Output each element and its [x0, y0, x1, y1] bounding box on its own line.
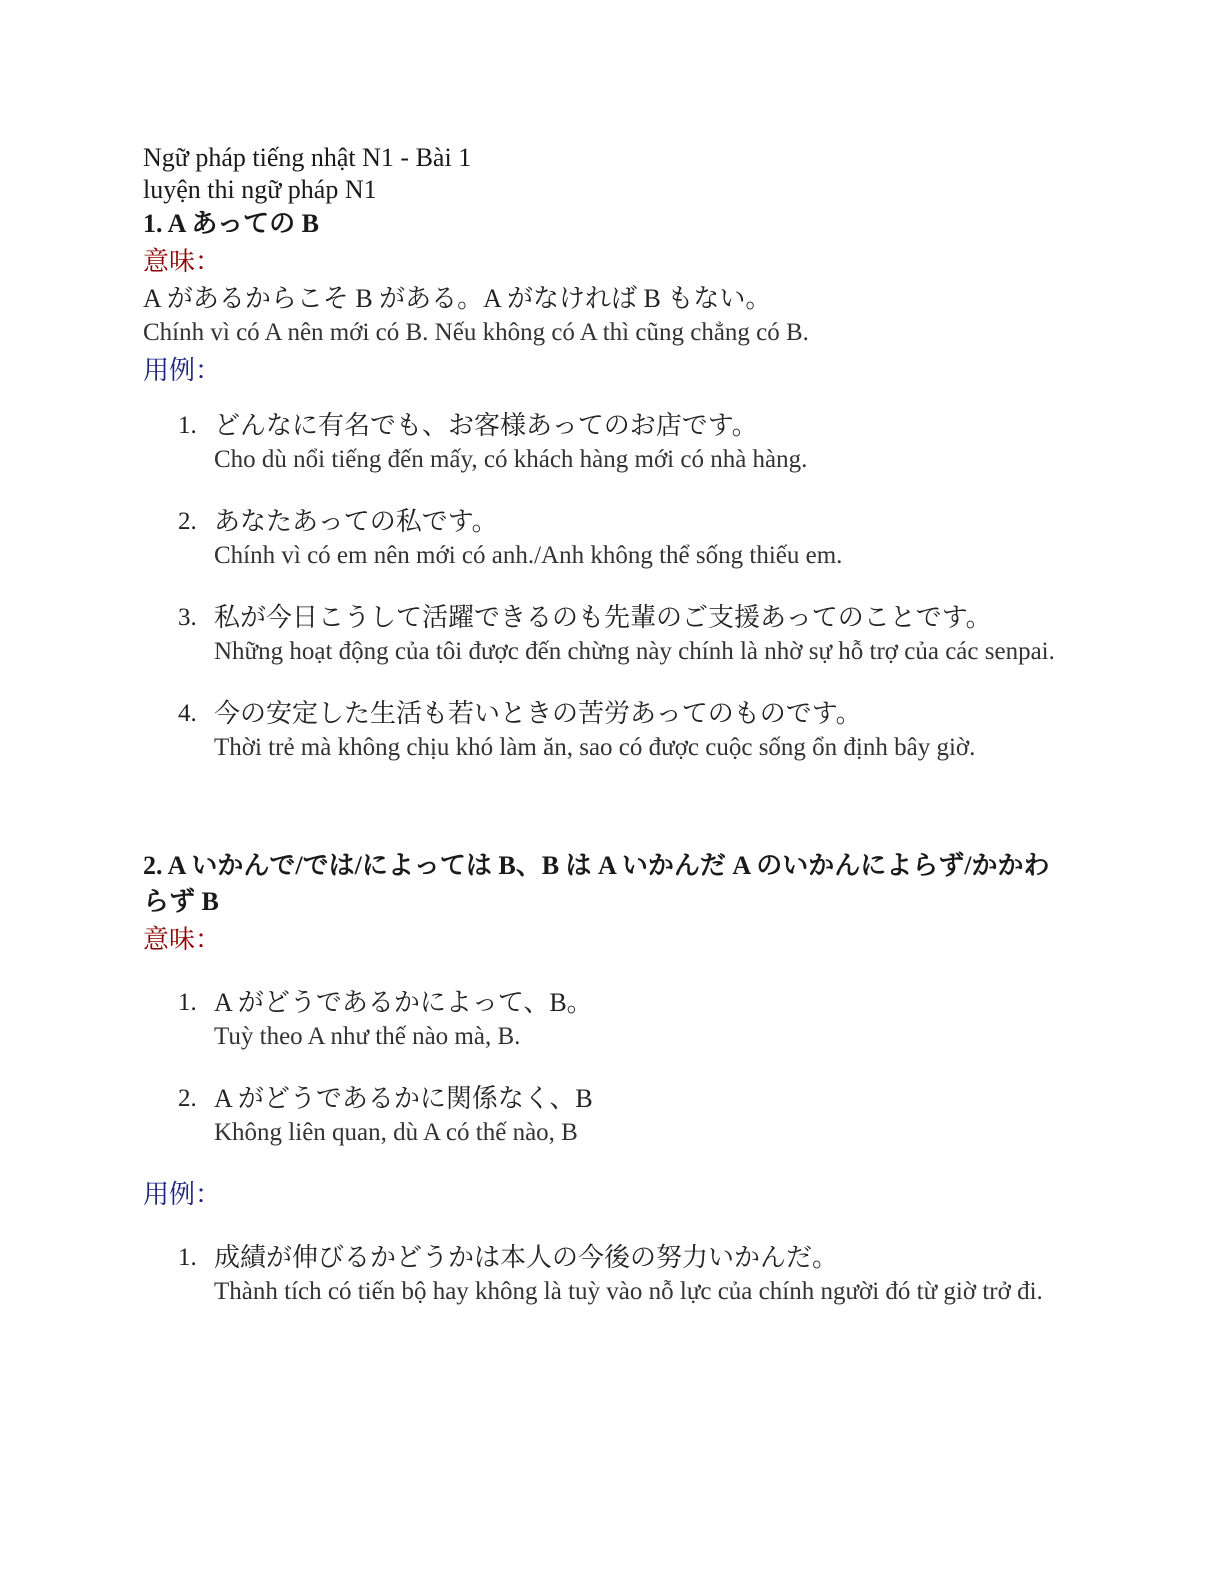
example-vietnamese: Chính vì có em nên mới có anh./Anh không thể sống thiếu em. [214, 542, 843, 569]
meaning-label: 意味： [143, 925, 222, 955]
item-number: 1. [178, 1244, 197, 1271]
item-number: 1. [178, 989, 197, 1016]
example-label: 用例： [143, 1180, 222, 1210]
meaning-vietnamese: Tuỳ theo A như thế nào mà, B. [214, 1023, 521, 1050]
example-vietnamese: Những hoạt động của tôi được đến chừng này chính là nhờ sự hỗ trợ của các senpai. [214, 638, 1055, 665]
meaning-item [143, 1082, 1073, 1149]
meaning-vietnamese: Không liên quan, dù A có thế nào, B [214, 1119, 578, 1146]
meaning-label: 意味： [143, 247, 222, 277]
example-label: 用例： [143, 356, 222, 386]
document-page [143, 142, 1073, 1308]
example-japanese: 今の安定した生活も若いときの苦労あってのものです。 [214, 699, 862, 728]
example-item [143, 601, 1073, 668]
meaning-item [143, 986, 1073, 1053]
item-number: 1. [178, 412, 197, 439]
item-number: 4. [178, 700, 197, 727]
example-japanese: 成績が伸びるかどうかは本人の今後の努力いかんだ。 [214, 1243, 839, 1272]
example-japanese: あなたあっての私です。 [214, 507, 498, 536]
example-vietnamese: Thời trẻ mà không chịu khó làm ăn, sao có được cuộc sống ổn định bây giờ. [214, 734, 976, 761]
item-number: 3. [178, 604, 197, 631]
item-number: 2. [178, 1085, 197, 1112]
example-vietnamese: Cho dù nổi tiếng đến mấy, có khách hàng mới có nhà hàng. [214, 446, 808, 473]
section-heading: 1. A あっての B [143, 209, 319, 238]
example-item [143, 1241, 1073, 1308]
example-japanese: 私が今日こうして活躍できるのも先輩のご支援あってのことです。 [214, 603, 992, 632]
example-item [143, 505, 1073, 572]
example-japanese: どんなに有名でも、お客様あってのお店です。 [214, 411, 758, 440]
grammar-section-2 [143, 848, 1073, 1308]
example-item [143, 697, 1073, 764]
document-title: Ngữ pháp tiếng nhật N1 - Bài 1 [143, 143, 472, 172]
grammar-section-1 [143, 206, 1073, 764]
meaning-japanese: A がどうであるかに関係なく、B [214, 1084, 593, 1113]
meaning-list [143, 986, 1073, 1149]
example-vietnamese: Thành tích có tiến bộ hay không là tuỳ vào nỗ lực của chính người đó từ giờ trở đi. [214, 1278, 1043, 1305]
meaning-japanese: A があるからこそ B がある。A がなければ B もない。 [143, 284, 772, 313]
example-item [143, 409, 1073, 476]
example-list [143, 409, 1073, 764]
document-subtitle: luyện thi ngữ pháp N1 [143, 175, 377, 204]
example-list [143, 1241, 1073, 1308]
meaning-vietnamese: Chính vì có A nên mới có B. Nếu không có A thì cũng chẳng có B. [143, 319, 809, 346]
meaning-japanese: A がどうであるかによって、B。 [214, 988, 593, 1017]
item-number: 2. [178, 508, 197, 535]
section-heading: 2. A いかんで/では/によっては B、B は A いかんだ A のいかんによらず/かかわらず B [143, 851, 1050, 916]
